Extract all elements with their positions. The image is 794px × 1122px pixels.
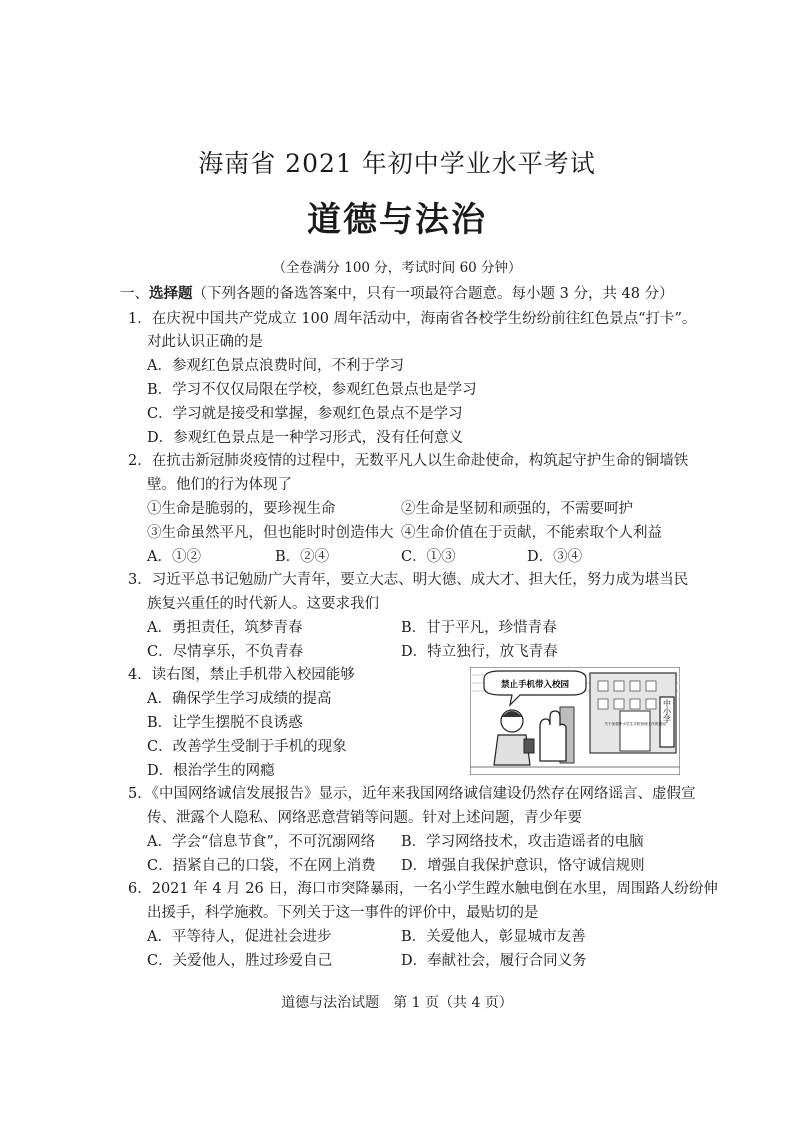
- cartoon-sign-text: 禁止手机带入校园: [500, 680, 570, 690]
- exam-note: （全卷满分 100 分，考试时间 60 分钟）: [272, 260, 522, 276]
- q2-stem-cont: 壁。他们的行为体现了: [147, 477, 292, 493]
- q2-option-a: A．①②: [147, 549, 201, 565]
- q2-statement-2: ②生命是坚韧和顽强的，不需要呵护: [401, 501, 633, 517]
- section-number: 一、: [120, 286, 149, 302]
- q1-option-b: B．学习不仅仅局限在学校，参观红色景点也是学习: [147, 382, 477, 398]
- q2-statement-1: ①生命是脆弱的，要珍视生命: [147, 501, 336, 517]
- q5-option-b: B．学习网络技术，攻击造谣者的电脑: [401, 834, 644, 850]
- q4-option-b: B．让学生摆脱不良诱惑: [147, 715, 303, 731]
- q1-option-c: C．学习就是接受和掌握，参观红色景点不是学习: [147, 406, 463, 422]
- q5-stem: 5．《中国网络诚信发展报告》显示，近年来我国网络诚信建设仍然存在网络谣言、虚假宣: [128, 786, 696, 802]
- q4-cartoon-illustration: [470, 667, 680, 775]
- q4-stem: 4．读右图，禁止手机带入校园能够: [128, 667, 355, 683]
- section-instruction: （下列各题的备选答案中，只有一项最符合题意。每小题 3 分，共 48 分）: [192, 286, 674, 302]
- q2-statement-4: ④生命价值在于贡献，不能索取个人利益: [401, 525, 662, 541]
- q6-option-c: C．关爱他人，胜过珍爱自己: [147, 953, 333, 969]
- q6-option-d: D．奉献社会，履行合同义务: [401, 953, 587, 969]
- q5-stem-cont: 传、泄露个人隐私、网络恶意营销等问题。针对上述问题，青少年要: [147, 810, 582, 826]
- q1-option-d: D．参观红色景点是一种学习形式，没有任何意义: [147, 430, 464, 446]
- q4-option-d: D．根治学生的网瘾: [147, 763, 275, 779]
- q3-option-a: A．勇担责任，筑梦青春: [147, 620, 303, 636]
- q3-option-d: D．特立独行，放飞青春: [401, 644, 558, 660]
- q3-stem-cont: 族复兴重任的时代新人。这要求我们: [147, 596, 379, 612]
- q4-option-a: A．确保学生学习成绩的提高: [147, 691, 332, 707]
- exam-title: 海南省 2021 年初中学业水平考试: [198, 149, 596, 178]
- school-plaque-text: 中小学: [662, 699, 672, 723]
- q2-option-c: C．①③: [401, 549, 456, 565]
- subject-title: 道德与法治: [307, 200, 487, 240]
- q1-option-a: A．参观红色景点浪费时间，不利于学习: [147, 358, 404, 374]
- q3-option-c: C．尽情享乐，不负青春: [147, 644, 304, 660]
- q2-statement-3: ③生命虽然平凡，但也能时时创造伟大: [147, 525, 394, 541]
- section-name: 选择题: [149, 285, 193, 302]
- q3-stem: 3．习近平总书记勉励广大青年，要立大志、明大德、成大才、担大任，努力成为堪当民: [128, 572, 689, 588]
- q1-stem: 1．在庆祝中国共产党成立 100 周年活动中，海南省各校学生纷纷前往红色景点“打卡”。: [128, 311, 697, 327]
- q1-stem-cont: 对此认识正确的是: [147, 334, 263, 350]
- q5-option-d: D．增强自我保护意识，恪守诚信规则: [401, 858, 645, 874]
- q5-option-c: C．捂紧自己的口袋，不在网上消费: [147, 858, 376, 874]
- q2-option-d: D．③④: [527, 549, 583, 565]
- phone-icon: [524, 739, 534, 753]
- q6-stem: 6．2021 年 4 月 26 日，海口市突降暴雨，一名小学生蹚水触电倒在水里，周围路人纷纷伸: [128, 881, 718, 897]
- q6-option-a: A．平等待人，促进社会进步: [147, 929, 332, 945]
- q6-stem-cont: 出援手，科学施救。下列关于这一事件的评价中，最贴切的是: [147, 905, 539, 921]
- q2-stem: 2．在抗击新冠肺炎疫情的过程中，无数平凡人以生命赴使命，构筑起守护生命的铜墙铁: [128, 453, 689, 469]
- q5-option-a: A．学会“信息节食”，不可沉溺网络: [147, 834, 376, 850]
- q6-option-b: B．关爱他人，彰显城市友善: [401, 929, 586, 945]
- q3-option-b: B．甘于平凡，珍惜青春: [401, 620, 557, 636]
- q4-option-c: C．改善学生受制于手机的现象: [147, 739, 347, 755]
- page-footer: 道德与法治试题 第 1 页（共 4 页）: [281, 995, 513, 1011]
- q2-option-b: B．②④: [275, 549, 330, 565]
- section-heading: [120, 282, 674, 303]
- notice-board-text: 关于加强中小学生手机管理工作的通知: [604, 722, 666, 726]
